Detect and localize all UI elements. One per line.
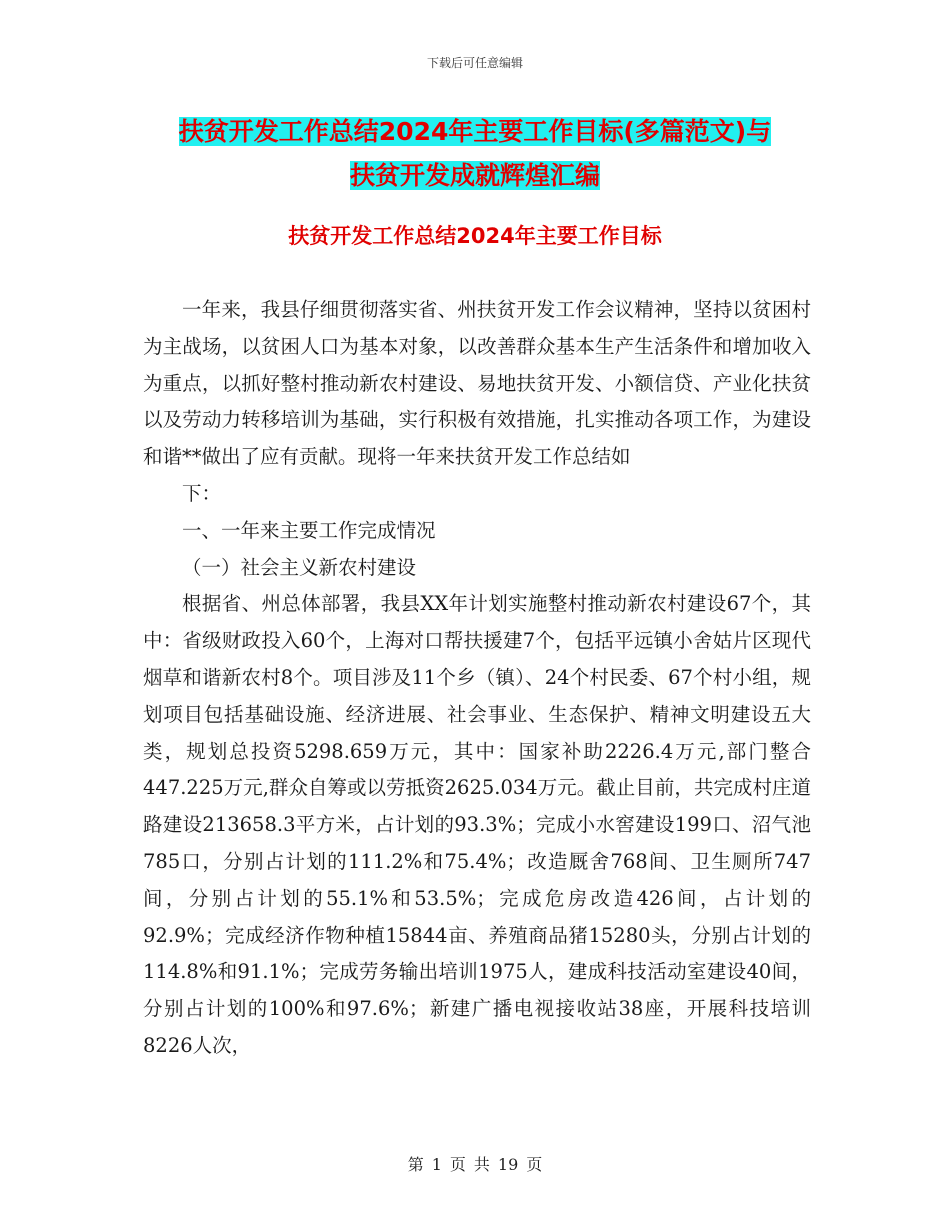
paragraph-intro: 一年来，我县仔细贯彻落实省、州扶贫开发工作会议精神，坚持以贫困村为主战场，以贫困人口为基本对象，以改善群众基本生产生活条件和增加收入为重点，以抓好整村推动新农村建设、易地扶贫开发、小额信贷、产业化扶贫以及劳动力转移培训为基础，实行积极有效措施，扎实推动各项工作，为建设和谐**做出了应有贡献。现将一年来扶贫开发工作总结如 [143,298,811,469]
page-footer [0,1152,950,1175]
header-note: 下载后可任意编辑 [426,56,523,70]
footer-label-pages: 页 [526,1155,543,1174]
footer-label-of: 页 [449,1155,466,1174]
document-title-line-1: 扶贫开发工作总结2024年主要工作目标(多篇范文)与 [178,117,772,146]
heading-subsection-one: （一）社会主义新农村建设 [182,555,417,579]
document-body [143,292,811,1065]
paragraph-new-village: 根据省、州总体部署，我县XX年计划实施整村推动新农村建设67个，其中：省级财政投入60个，上海对口帮扶援建7个，包括平远镇小舍姑片区现代烟草和谐新农村8个。项目涉及11个乡（镇）、24个村民委、67个村小组，规划项目包括基础设施、经济进展、社会事业、生态保护、精神文明建设五大类，规划总投资5298.659万元，其中：国家补助2226.4万元,部门整合447.225万元,群众自筹或以劳抵资2625.034万元。截止目前，共完成村庄道路建设213658.3平方米，占计划的93.3%；完成小水窖建设199口、沼气池785口，分别占计划的111.2%和75.4%；改造厩舍768间、卫生厕所747间，分别占计划的55.1%和53.5%；完成危房改造426间，占计划的92.9%；完成经济作物种植15844亩、养殖商品猪15280头，分别占计划的114.8%和91.1%；完成劳务输出培训1975人，建成科技活动室建设40间，分别占计划的100%和97.6%；新建广播电视接收站38座，开展科技培训8226人次， [143,592,811,1057]
section-title: 扶贫开发工作总结2024年主要工作目标 [288,224,662,248]
document-title-line-2: 扶贫开发成就辉煌汇编 [349,161,600,190]
footer-current-page: 1 [431,1155,442,1174]
footer-total-pages: 19 [497,1155,519,1174]
paragraph-continuation: 下： [182,481,222,505]
heading-section-one: 一、一年来主要工作完成情况 [182,518,436,542]
footer-label-total: 共 [473,1155,490,1174]
document-title [60,110,890,198]
footer-label-page: 第 [407,1155,424,1174]
